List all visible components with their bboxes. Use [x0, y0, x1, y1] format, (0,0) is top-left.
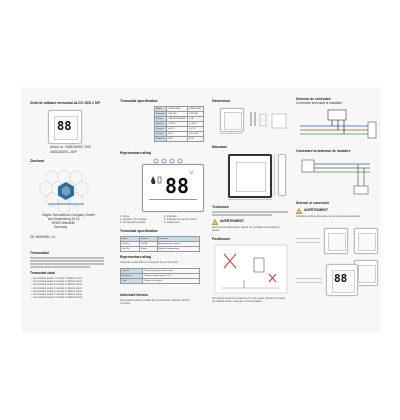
text-line — [212, 214, 272, 216]
warning-icon — [212, 219, 218, 225]
col1-section-1: Termostatul — [30, 251, 50, 255]
flame-icon — [149, 175, 163, 185]
display-divider — [149, 199, 197, 200]
table-cell: Protectie la inghet — [143, 279, 200, 284]
table-cell: Interval — [155, 122, 167, 127]
col2-section-3-note: Selectati modul dorit cu butoanele de pe termostat — [120, 261, 178, 264]
table-row — [155, 137, 204, 142]
table-cell: 0455116400 — [167, 107, 188, 112]
table-cell: Pornire — [121, 242, 140, 247]
legend-item: 3. Temperatura setata — [120, 221, 146, 225]
table-cell: Pastreaza temperatura setata — [143, 269, 200, 274]
col2-section-3: Reprezentare afisaj — [120, 255, 152, 259]
display-unit: °C — [189, 170, 194, 175]
table-cell: Putere — [155, 117, 167, 122]
warning-icon — [296, 208, 302, 214]
article-number-1: Articol nr.: 0455116400, 25/S — [50, 145, 91, 149]
thermostat-digits: 88 — [57, 119, 72, 133]
table-cell: IP20 — [188, 137, 204, 142]
dimension-line — [220, 133, 242, 134]
text-line — [30, 263, 104, 265]
col4-title: Schema de conectare — [296, 97, 331, 101]
text-line — [30, 266, 90, 268]
wiring-diagram-icon — [298, 108, 378, 144]
table-cell: Modifica temperatura — [157, 247, 200, 252]
table-cell: 16A — [188, 117, 204, 122]
col3-section-4: Pozitionare — [212, 237, 231, 241]
list-item: — termostatul poate fi montat in diferite locuri — [30, 293, 83, 297]
table-cell: 230V AC — [167, 112, 188, 117]
table-cell: Sus/Jos — [121, 247, 140, 252]
table-cell: Model — [155, 107, 167, 112]
col4-section-2: Conectare la sistemul de incalzire — [296, 149, 351, 153]
table-cell: 5~35°C — [188, 122, 204, 127]
table-cell: IP20 — [167, 137, 188, 142]
table-cell: 0455116400 — [188, 107, 204, 112]
text-line — [296, 282, 322, 283]
col4-warning-title: AVERTISMENT — [304, 208, 329, 212]
table-cell: Reduce temperatura cu 3°C — [143, 274, 200, 279]
buttons-table — [120, 236, 200, 252]
placement-diagram-icon — [214, 244, 288, 294]
col4-warning-text: Instalarea trebuie efectuata numai de personal autorizat. — [296, 215, 361, 218]
table-cell: On/Off — [139, 242, 157, 247]
table-cell: Apasati pentru a porni — [157, 242, 200, 247]
table-cell: Oprit — [121, 279, 143, 284]
col3-note: Termostatul trebuie montat la 1.5 m de podea, departe de surse de caldura directa, ferestre si usi exterioare. — [212, 297, 286, 304]
table-cell: Senzor — [155, 132, 167, 137]
text-line — [296, 238, 320, 239]
dimension-line — [228, 199, 272, 200]
table-row — [121, 247, 200, 252]
list-item: — termostatul poate fi montat in diferite locuri — [30, 286, 83, 290]
col1-section-2: Termostat ctual — [30, 271, 55, 275]
sensor-step-image-2 — [354, 228, 378, 254]
table-cell: 16A 230V/3000W — [167, 117, 188, 122]
display-title: Reprezentare afisaj — [120, 151, 152, 155]
table-cell: Protectie — [155, 137, 167, 142]
table-cell: Descriere — [157, 237, 200, 242]
company-logo-icon — [56, 181, 76, 201]
display-legend-right — [164, 215, 204, 225]
dimension-outline-image — [228, 154, 272, 198]
column-3 — [208, 88, 292, 332]
table-cell: NTC — [167, 132, 188, 137]
thermostat-digits: 88 — [334, 272, 348, 285]
table-cell: 230V AC — [188, 112, 204, 117]
list-item: — termostatul poate fi montat in diferite locuri — [30, 296, 83, 300]
col3-warning-text: Deconectati alimentarea inainte de a instala termostatul pe perete. — [212, 226, 280, 233]
company-line-1: Ziegler Schutzdruck Company GmbH — [42, 213, 95, 217]
dimension-side-image — [278, 154, 286, 196]
column-4 — [294, 88, 380, 332]
col2-section-4: Informatii tehnice — [120, 293, 149, 297]
list-item: — termostatul poate fi montat in diferite locuri — [30, 280, 83, 284]
list-item: — termostatul poate fi montat in diferite locuri — [30, 289, 83, 293]
col3-section-2: Masurare — [212, 145, 228, 149]
modes-table — [120, 268, 200, 284]
table-cell: Precizie — [155, 127, 167, 132]
legend-item: 4. Indicator — [164, 215, 177, 218]
brochure-sheet — [22, 88, 380, 332]
table-cell: Buton — [121, 237, 140, 242]
thermostat-image — [48, 110, 82, 144]
text-line — [30, 260, 104, 262]
col3-section-3: Tensiunea — [212, 205, 229, 209]
table-row — [121, 279, 200, 284]
table-cell: 5~35°C — [167, 122, 188, 127]
list-item: — termostatul poate fi montat in diferite locuri — [30, 277, 83, 280]
article-number-2: 0455116400...25/P — [50, 150, 77, 154]
spec-table — [154, 106, 204, 142]
legend-item: 2. Indicator de incalzire — [120, 218, 147, 222]
legend-item: 5. Indicator de senzor extern — [164, 218, 197, 222]
legend-item: 6. Afisaj ceas — [164, 221, 180, 225]
col4-section-3: Senzori si conexiuni — [296, 201, 329, 205]
company-line-2: Am Donnerberg 10-12 — [48, 217, 80, 221]
display-legend-left — [120, 215, 162, 225]
logo-caption-bar — [48, 203, 84, 205]
feature-list — [30, 277, 104, 299]
table-cell: Economic — [121, 274, 143, 279]
table-cell: NTC 10K — [188, 132, 204, 137]
col3-title: Dimensiuni — [212, 99, 231, 103]
col1-subheading: Ziuchard — [30, 159, 45, 163]
text-line — [30, 257, 104, 259]
column-1 — [22, 88, 112, 332]
document-code: ZH 16030000 / v1 — [30, 235, 56, 239]
table2-title: Termostat specificatiue — [120, 229, 158, 233]
company-line-4: Germany — [54, 225, 68, 229]
list-item: — termostatul poate fi montat in diferite locuri — [30, 283, 83, 287]
sensor-step-image-4 — [326, 264, 358, 296]
heating-wiring-icon — [298, 156, 378, 196]
col3-warning-title: AVERTISMENT — [220, 219, 245, 223]
column-2 — [114, 88, 206, 332]
table-cell: Tensiune — [155, 112, 167, 117]
table-cell: Setare — [139, 247, 157, 252]
text-line — [296, 242, 320, 243]
dimension-line-vertical — [274, 154, 275, 196]
text-line — [212, 211, 288, 213]
col4-subtitle: Conectare termostat la instalatie — [296, 101, 342, 105]
sensor-step-image-1 — [324, 228, 348, 254]
dimension-front-image — [220, 108, 244, 132]
display-diagram — [142, 164, 204, 212]
display-value: 88 — [165, 174, 190, 198]
table-cell: Confort — [121, 269, 143, 274]
col1-title: Ghid de utilizare termostat ALCO 25/S 1 5/P — [30, 101, 100, 105]
company-line-3: 87600 Wendelin — [52, 221, 75, 225]
table-cell: ±0.5°C — [167, 127, 188, 132]
spec-title: Termostat specificatiue — [120, 99, 158, 103]
accessories-icon — [248, 110, 288, 132]
legend-item: 1. Afisaj — [120, 215, 130, 218]
col2-section-4-text: Termostatul trebuie instalat de un electrician calificat conform normelor. — [120, 299, 191, 306]
text-line — [296, 278, 322, 279]
table-cell: Functie — [139, 237, 157, 242]
table-cell: ±0.5°C — [188, 127, 204, 132]
